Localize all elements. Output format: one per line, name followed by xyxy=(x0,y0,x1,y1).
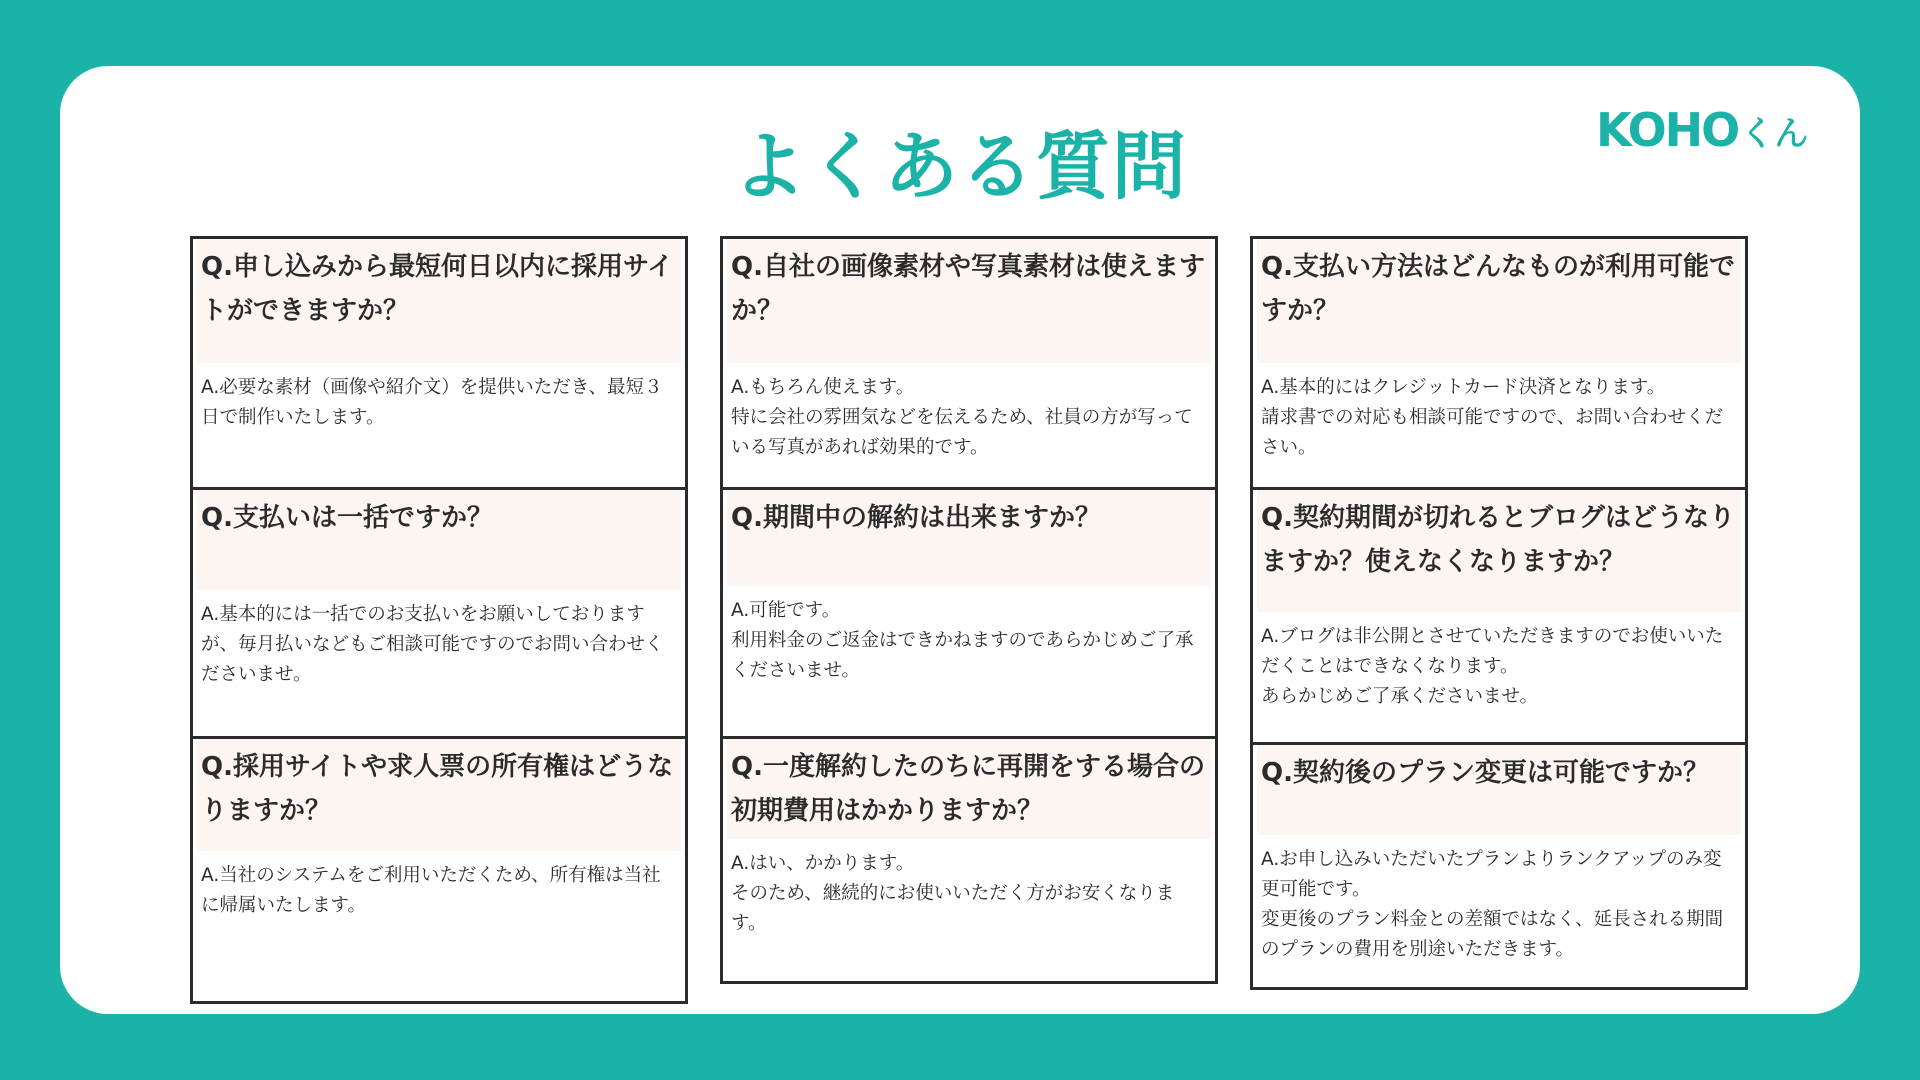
faq-question: Q.契約後のプラン変更は可能ですか？ xyxy=(1257,745,1741,835)
brand-logo xyxy=(1596,104,1808,156)
faq-question: Q.支払い方法はどんなものが利用可能ですか？ xyxy=(1257,239,1741,363)
faq-item xyxy=(720,236,1218,490)
faq-question: Q.申し込みから最短何日以内に採用サイトができますか？ xyxy=(197,239,681,363)
faq-item xyxy=(190,736,688,1004)
faq-item xyxy=(720,736,1218,984)
faq-item xyxy=(1250,487,1748,745)
faq-answer: A.ブログは非公開とさせていただきますのでお使いいただくことはできなくなります。 あらかじめご了承くださいませ。 xyxy=(1261,626,1724,707)
faq-question: Q.採用サイトや求人票の所有権はどうなりますか？ xyxy=(197,739,681,851)
faq-answer: A.必要な素材（画像や紹介文）を提供いただき、最短３日で制作いたします。 xyxy=(201,377,663,428)
faq-answer: A.基本的には一括でのお支払いをお願いしておりますが、毎月払いなどもご相談可能ですのでお問い合わせくださいませ。 xyxy=(201,604,664,685)
faq-question: Q.自社の画像素材や写真素材は使えますか？ xyxy=(727,239,1211,363)
faq-question: Q.支払いは一括ですか？ xyxy=(197,490,681,590)
logo-text: KOHO xyxy=(1596,103,1739,157)
faq-item xyxy=(720,487,1218,739)
faq-answer: A.お申し込みいただいたプランよりランクアップのみ変更可能です。 変更後のプラン料金との差額ではなく、延長される期間のプランの費用を別途いただきます。 xyxy=(1261,849,1724,960)
faq-item xyxy=(1250,742,1748,990)
faq-answer: A.はい、かかります。 そのため、継続的にお使いいただく方がお安くなります。 xyxy=(731,853,1175,934)
faq-answer: A.もちろん使えます。 特に会社の雰囲気などを伝えるため、社員の方が写っている写真があれば効果的です。 xyxy=(731,377,1193,458)
faq-question: Q.期間中の解約は出来ますか？ xyxy=(727,490,1211,586)
faq-item xyxy=(1250,236,1748,490)
faq-answer: A.基本的にはクレジットカード決済となります。 請求書での対応も相談可能ですので、お問い合わせください。 xyxy=(1261,377,1724,458)
page-title: よくある質問 xyxy=(732,124,1188,210)
faq-item xyxy=(190,236,688,490)
faq-question: Q.契約期間が切れるとブログはどうなりますか？使えなくなりますか？ xyxy=(1257,490,1741,612)
faq-answer: A.可能です。 利用料金のご返金はできかねますのであらかじめご了承くださいませ。 xyxy=(731,600,1194,681)
logo-suffix: くん xyxy=(1740,113,1809,154)
faq-item xyxy=(190,487,688,739)
faq-question: Q.一度解約したのちに再開をする場合の初期費用はかかりますか？ xyxy=(727,739,1211,839)
faq-answer: A.当社のシステムをご利用いただくため、所有権は当社に帰属いたします。 xyxy=(201,865,661,916)
